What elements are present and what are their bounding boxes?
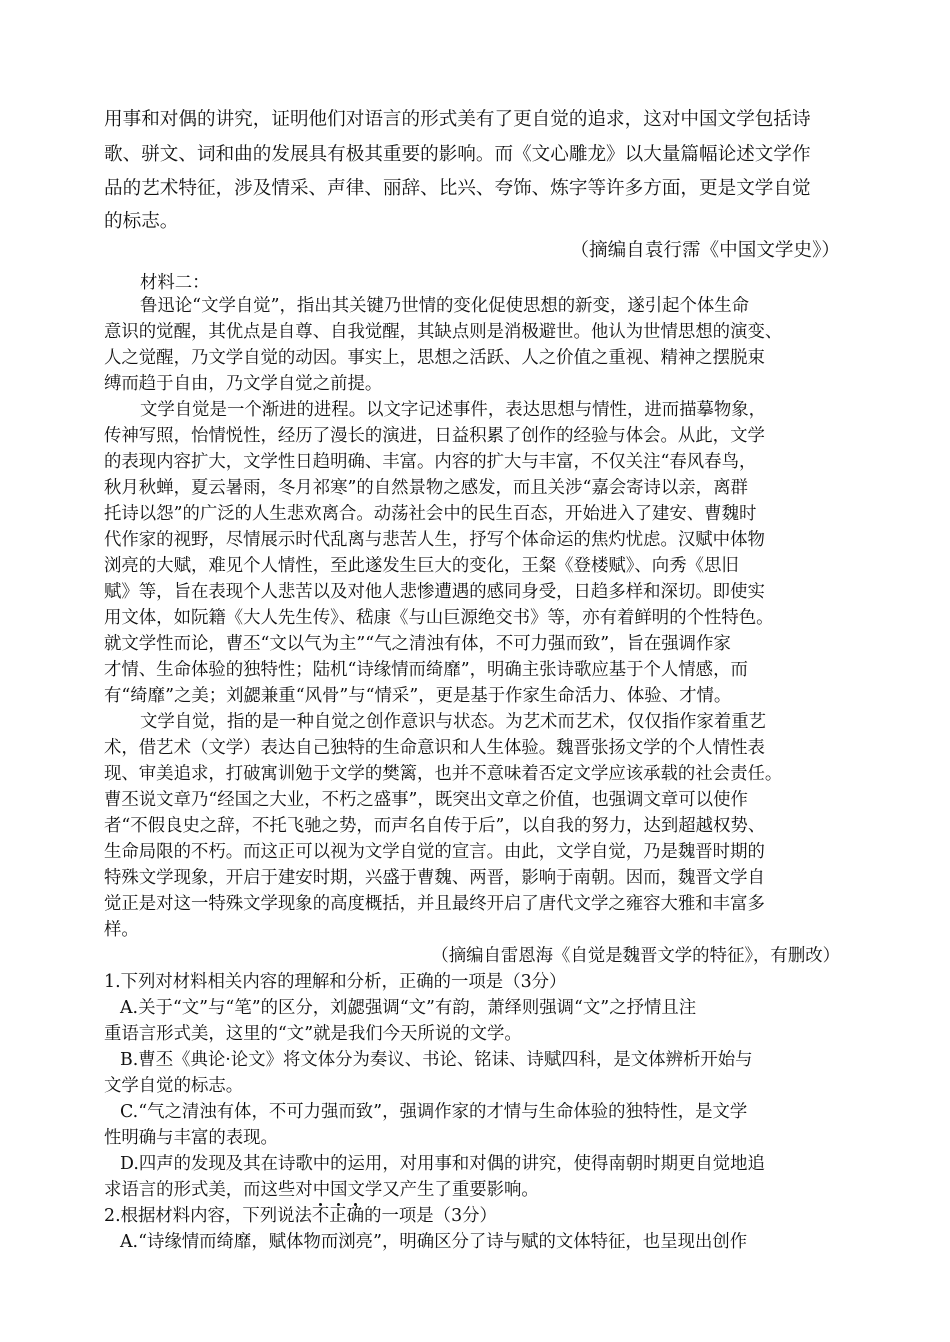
question-one-option-d: D.四声的发现及其在诗歌中的运用，对用事和对偶的讲究，使得南朝时期更自觉地追 (120, 1154, 765, 1174)
material-one-line: 用事和对偶的讲究，证明他们对语言的形式美有了更自觉的追求，这对中国文学包括诗 (104, 109, 811, 130)
question-one-option-a: A.关于“文”与“笔”的区分，刘勰强调“文”有韵，萧绎则强调“文”之抒情且注 (120, 998, 697, 1018)
material-two-line: 文学自觉是一个渐进的进程。以文字记述事件，表达思想与情性，进而描摹物象， (140, 400, 767, 420)
question-one-option-a-cont: 重语言形式美，这里的“文”就是我们今天所说的文学。 (104, 1024, 522, 1044)
question-two-stem-start: 2.根据材料内容，下列说法 (104, 1206, 312, 1226)
material-one-line: 歌、骈文、词和曲的发展具有极其重要的影响。而《文心雕龙》以大量篇幅论述文学作 (104, 144, 811, 165)
emphasis-char: 不 (311, 1206, 330, 1226)
question-one-stem: 1.下列对材料相关内容的理解和分析，正确的一项是（3分） (104, 972, 567, 992)
material-two-line: 传神写照，怡情悦性，经历了漫长的演进，日益积累了创作的经验与体会。从此，文学 (104, 426, 765, 446)
question-one-option-c-cont: 性明确与丰富的表现。 (104, 1128, 278, 1148)
material-two-line: 人之觉醒，乃文学自觉的动因。事实上，思想之活跃、人之价值之重视、精神之摆脱束 (104, 348, 765, 368)
material-two-line: 才情、生命体验的独特性；陆机“诗缘情而绮靡”，明确主张诗歌应基于个人情感，而 (104, 660, 748, 680)
material-two-line: 秋月秋蝉，夏云暑雨，冬月祁寒”的自然景物之感发，而且关涉“嘉会寄诗以亲，离群 (104, 478, 748, 498)
material-two-line: 觉正是对这一特殊文学现象的高度概括，并且最终开启了唐代文学之雍容大雅和丰富多 (104, 894, 765, 914)
material-two-line: 代作家的视野，尽情展示时代乱离与悲苦人生，抒写个体命运的焦灼忧虑。汉赋中体物 (104, 530, 765, 550)
source-citation-one: （摘编自袁行霈《中国文学史》） (570, 240, 840, 261)
material-two-line: 样。 (104, 920, 139, 940)
question-one-option-d-cont: 求语言的形式美，而这些对中国文学又产生了重要影响。 (104, 1180, 539, 1200)
material-two-line: 缚而趋于自由，乃文学自觉之前提。 (104, 374, 383, 394)
material-two-line: 者“不假良史之辞，不托飞驰之势，而声名自传于后”，以自我的努力，达到超越权势、 (104, 816, 766, 836)
material-two-line: 术，借艺术（文学）表达自己独特的生命意识和人生体验。魏晋张扬文学的个人情性表 (104, 738, 765, 758)
material-two-line: 意识的觉醒，其优点是自尊、自我觉醒，其缺点则是消极避世。他认为世情思想的演变、 (104, 322, 783, 342)
material-two-line: 就文学性而论，曹丕“文以气为主”“气之清浊有体，不可力强而致”，旨在强调作家 (104, 634, 731, 654)
material-two-line: 生命局限的不朽。而这正可以视为文学自觉的宣言。由此，文学自觉，乃是魏晋时期的 (104, 842, 765, 862)
material-one-line: 的标志。 (104, 211, 179, 232)
material-two-line: 用文体，如阮籍《大人先生传》、嵇康《与山巨源绝交书》等，亦有着鲜明的个性特色。 (104, 608, 774, 628)
material-two-line: 浏亮的大赋，难见个人情性，至此遂发生巨大的变化，王粲《登楼赋》、向秀《思旧 (104, 556, 739, 576)
question-two-option-a: A.“诗缘情而绮靡，赋体物而浏亮”，明确区分了诗与赋的文体特征，也呈现出创作 (120, 1232, 748, 1252)
material-two-line: 曹丕说文章乃“经国之大业，不朽之盛事”，既突出文章之价值，也强调文章可以使作 (104, 790, 748, 810)
material-two-line: 现、审美追求，打破寓训勉于文学的樊篱，也并不意味着否定文学应该承载的社会责任。 (104, 764, 783, 784)
material-two-line: 的表现内容扩大，文学性日趋明确、丰富。内容的扩大与丰富，不仅关注“春风春鸟， (104, 452, 757, 472)
emphasis-char: 正 (329, 1206, 347, 1226)
material-two-line: 鲁迅论“文学自觉”，指出其关键乃世情的变化促使思想的新变，遂引起个体生命 (140, 296, 750, 316)
material-two-heading: 材料二： (140, 273, 210, 293)
material-two-line: 有“绮靡”之美；刘勰兼重“风骨”与“情采”，更是基于作家生命活力、体验、才情。 (104, 686, 732, 706)
question-two-stem (104, 1203, 840, 1229)
source-citation-two: （摘编自雷恩海《自觉是魏晋文学的特征》，有删改） (431, 946, 840, 966)
material-one-line: 品的艺术特征，涉及情采、声律、丽辞、比兴、夸饰、炼字等许多方面，更是文学自觉 (104, 178, 811, 199)
material-two-line: 托诗以怨”的广泛的人生悲欢离合。动荡社会中的民生百态，开始进入了建安、曹魏时 (104, 504, 757, 524)
question-two-stem-end: 的一项是（3分） (364, 1206, 497, 1226)
question-one-option-b: B.曹丕《典论·论文》将文体分为奏议、书论、铭诔、诗赋四科，是文体辨析开始与 (120, 1050, 753, 1070)
material-two-line: 文学自觉，指的是一种自觉之创作意识与状态。为艺术而艺术，仅仅指作家着重艺 (140, 712, 767, 732)
material-two-line: 赋》等，旨在表现个人悲苦以及对他人悲惨遭遇的感同身受，日趋多样和深切。即使实 (104, 582, 765, 602)
question-one-option-b-cont: 文学自觉的标志。 (104, 1076, 244, 1096)
material-two-line: 特殊文学现象，开启于建安时期，兴盛于曹魏、两晋，影响于南朝。因而，魏晋文学自 (104, 868, 765, 888)
question-one-option-c: C.“气之清浊有体，不可力强而致”，强调作家的才情与生命体验的独特性，是文学 (120, 1102, 748, 1122)
emphasis-char: 确 (346, 1206, 365, 1226)
